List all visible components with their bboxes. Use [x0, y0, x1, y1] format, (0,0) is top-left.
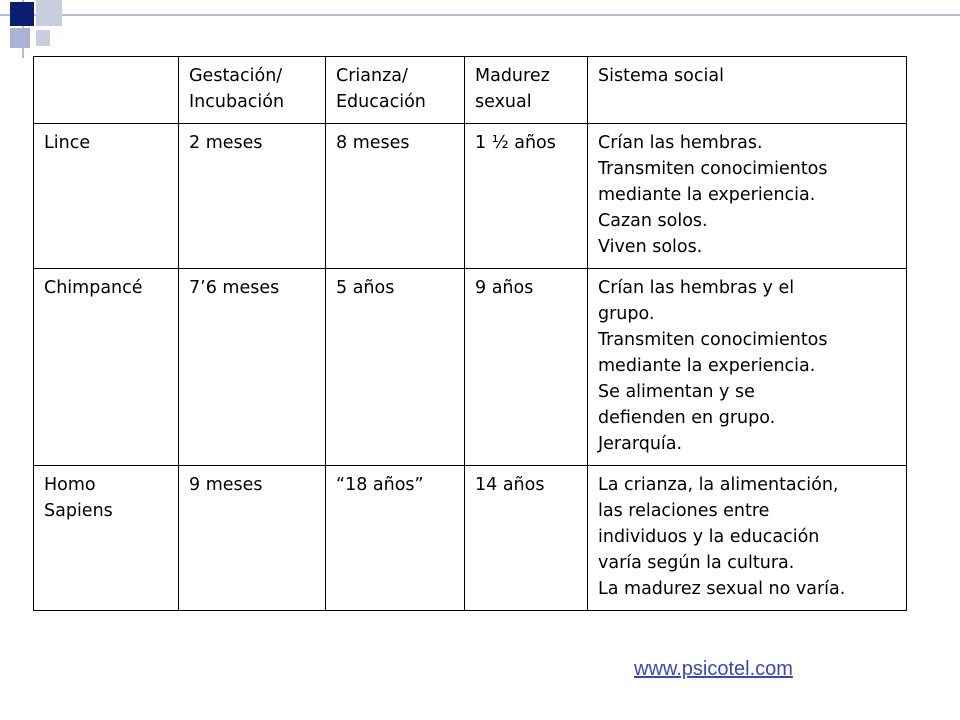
header-line: Incubación — [189, 92, 285, 112]
comparison-table — [33, 56, 907, 611]
header-line: Crianza/ — [336, 66, 408, 86]
social-line: Crían las hembras. — [598, 133, 763, 153]
social-line: varía según la cultura. — [598, 553, 795, 573]
social-line: La crianza, la alimentación, — [598, 475, 839, 495]
social-line: mediante la experiencia. — [598, 356, 816, 376]
cell-sistema-social — [588, 124, 907, 269]
decor-horizontal-line — [0, 14, 960, 16]
cell-madurez: 9 años — [465, 269, 588, 466]
cell-madurez: 1 ½ años — [465, 124, 588, 269]
social-line: Transmiten conocimientos — [598, 330, 828, 350]
decor-square-dark — [10, 2, 34, 26]
animal-name: Homo — [44, 475, 96, 495]
decor-square-medium — [10, 28, 30, 48]
cell-madurez: 14 años — [465, 466, 588, 611]
cell-animal — [34, 124, 179, 269]
header-line: sexual — [475, 92, 532, 112]
cell-crianza: 5 años — [326, 269, 465, 466]
social-line: las relaciones entre — [598, 501, 770, 521]
decor-square-light — [36, 0, 62, 26]
social-line: Transmiten conocimientos — [598, 159, 828, 179]
cell-animal — [34, 466, 179, 611]
table-header-row — [34, 57, 907, 124]
cell-gestacion: 7’6 meses — [179, 269, 326, 466]
website-link[interactable]: www.psicotel.com — [634, 658, 793, 680]
header-line: Madurez — [475, 66, 550, 86]
social-line: Crían las hembras y el — [598, 278, 795, 298]
social-line: La madurez sexual no varía. — [598, 579, 846, 599]
cell-crianza: 8 meses — [326, 124, 465, 269]
cell-gestacion: 9 meses — [179, 466, 326, 611]
animal-name: Chimpancé — [44, 278, 143, 298]
social-line: Se alimentan y se — [598, 382, 755, 402]
social-line: Cazan solos. — [598, 211, 708, 231]
cell-gestacion: 2 meses — [179, 124, 326, 269]
header-line: Gestación/ — [189, 66, 283, 86]
cell-crianza: “18 años” — [326, 466, 465, 611]
social-line: defienden en grupo. — [598, 408, 776, 428]
social-line: Viven solos. — [598, 237, 703, 257]
social-line: individuos y la educación — [598, 527, 820, 547]
header-cell-sistema-social — [588, 57, 907, 124]
social-line: mediante la experiencia. — [598, 185, 816, 205]
header-cell-madurez — [465, 57, 588, 124]
table-row — [34, 466, 907, 611]
header-line: Educación — [336, 92, 426, 112]
animal-name: Sapiens — [44, 501, 113, 521]
social-line: grupo. — [598, 304, 655, 324]
social-line: Jerarquía. — [598, 434, 683, 454]
cell-sistema-social — [588, 269, 907, 466]
header-cell-empty — [34, 57, 179, 124]
animal-name: Lince — [44, 133, 91, 153]
header-line: Sistema social — [598, 66, 724, 86]
decor-square-small — [36, 30, 50, 46]
cell-animal — [34, 269, 179, 466]
table-row — [34, 124, 907, 269]
cell-sistema-social — [588, 466, 907, 611]
table-row — [34, 269, 907, 466]
header-cell-crianza — [326, 57, 465, 124]
header-cell-gestacion — [179, 57, 326, 124]
